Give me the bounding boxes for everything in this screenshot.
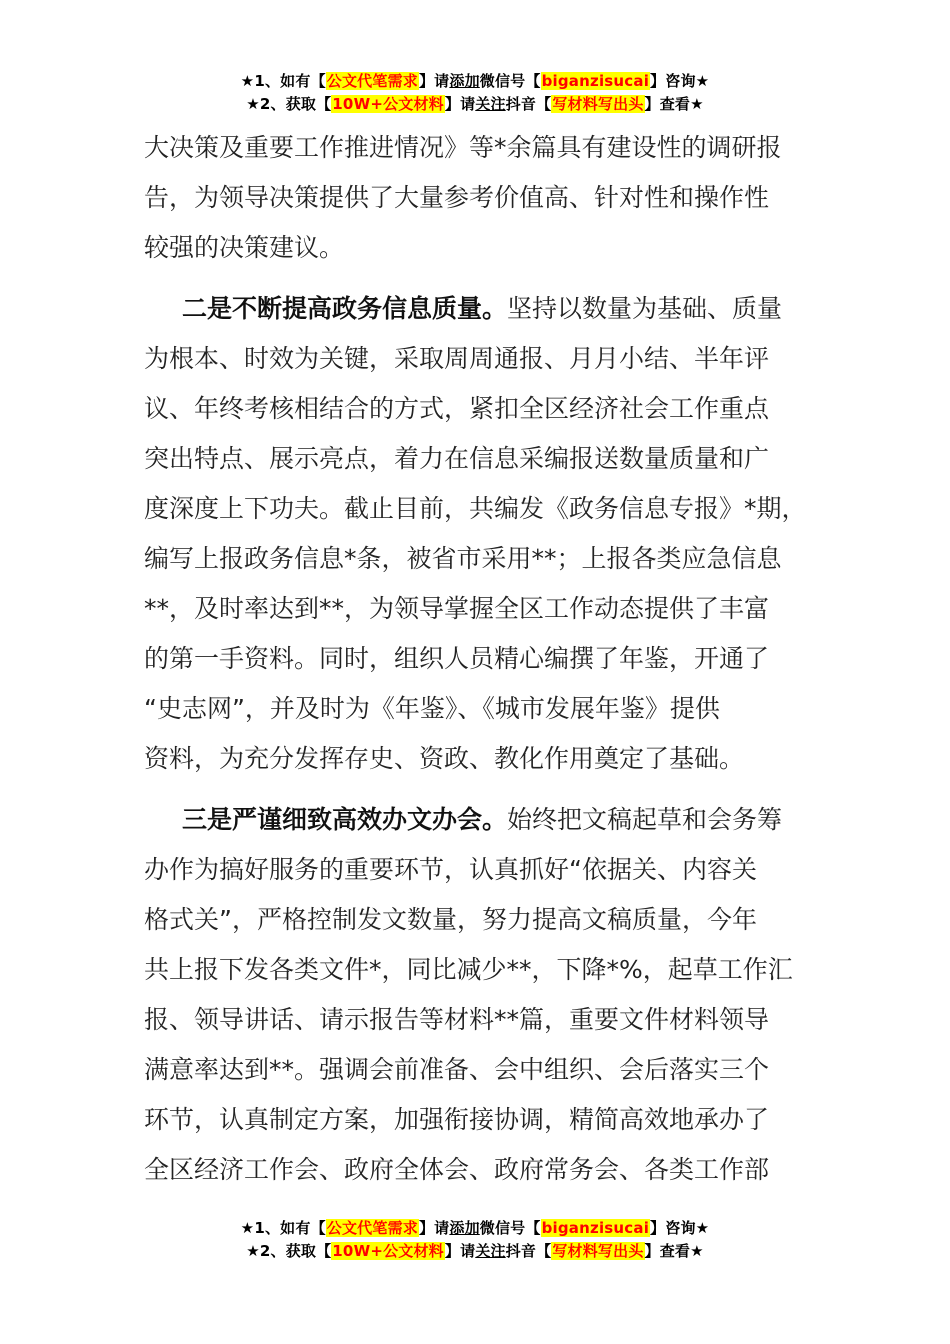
banner-text: 】查看 <box>644 1242 691 1260</box>
star-icon: ★ <box>695 72 710 90</box>
highlight-douyin-account: 写材料写出头 <box>552 1242 644 1260</box>
text-fragment: 坚持以数量为基础、质量 <box>507 294 783 323</box>
highlight-ghostwriting: 公文代笔需求 <box>326 72 418 90</box>
banner-text: 微信号【 <box>479 1219 541 1237</box>
star-icon: ★ <box>690 95 704 113</box>
banner-text: 】请 <box>444 1242 476 1260</box>
footer-banner-line-1 <box>0 1217 950 1240</box>
underlined-add: 添加 <box>449 72 480 90</box>
banner-text: 2、获取【 <box>259 95 332 113</box>
banner-text: 1、如有【 <box>254 1219 326 1237</box>
header-banner-line-2 <box>0 93 950 116</box>
banner-text: 1、如有【 <box>254 72 326 90</box>
paragraph-heading: 二是不断提高政务信息质量。 <box>182 294 508 323</box>
header-banner-line-1 <box>0 70 950 93</box>
banner-text: 】查看 <box>644 95 691 113</box>
highlight-douyin-account: 写材料写出头 <box>552 95 644 113</box>
underlined-follow: 关注 <box>475 1242 506 1260</box>
banner-text: 】请 <box>418 1219 450 1237</box>
banner-text: 抖音【 <box>505 1242 552 1260</box>
document-body <box>144 123 844 1195</box>
star-icon: ★ <box>246 95 260 113</box>
star-icon: ★ <box>246 1242 260 1260</box>
text-line: 环节，认真制定方案，加强衔接协调，精简高效地承办了 <box>144 1105 770 1134</box>
text-line: 议、年终考核相结合的方式，紧扣全区经济社会工作重点 <box>144 394 770 423</box>
highlight-wechat-id: biganzisucai <box>541 72 650 90</box>
star-icon: ★ <box>240 72 255 90</box>
banner-text: 】咨询 <box>650 72 696 90</box>
header-banner <box>0 70 950 116</box>
text-line: 资料，为充分发挥存史、资政、教化作用奠定了基础。 <box>144 744 745 773</box>
highlight-ghostwriting: 公文代笔需求 <box>326 1219 418 1237</box>
text-line: 格式关”，严格控制发文数量，努力提高文稿质量，今年 <box>144 905 757 934</box>
text-line <box>144 284 844 334</box>
text-line: 告，为领导决策提供了大量参考价值高、针对性和操作性 <box>144 183 770 212</box>
text-line: 较强的决策建议。 <box>144 233 345 262</box>
banner-text: 】请 <box>444 95 476 113</box>
text-fragment: 始终把文稿起草和会务筹 <box>507 805 783 834</box>
paragraph-heading: 三是严谨细致高效办文办会。 <box>182 805 508 834</box>
text-line: “史志网”，并及时为《年鉴》、《城市发展年鉴》提供 <box>144 694 720 723</box>
paragraph-government-info <box>144 284 844 784</box>
highlight-materials: 10W+公文材料 <box>332 1242 444 1260</box>
star-icon: ★ <box>240 1219 255 1237</box>
text-line: 突出特点、展示亮点，着力在信息采编报送数量质量和广 <box>144 444 770 473</box>
text-line: 编写上报政务信息*条，被省市采用**；上报各类应急信息 <box>144 544 782 573</box>
text-line: 为根本、时效为关键，采取周周通报、月月小结、半年评 <box>144 344 770 373</box>
star-icon: ★ <box>690 1242 704 1260</box>
banner-text: 2、获取【 <box>259 1242 332 1260</box>
underlined-add: 添加 <box>449 1219 480 1237</box>
text-line: 全区经济工作会、政府全体会、政府常务会、各类工作部 <box>144 1155 770 1184</box>
star-icon: ★ <box>695 1219 710 1237</box>
text-line: 的第一手资料。同时，组织人员精心编撰了年鉴，开通了 <box>144 644 770 673</box>
highlight-wechat-id: biganzisucai <box>541 1219 650 1237</box>
text-line: **，及时率达到**，为领导掌握全区工作动态提供了丰富 <box>144 594 770 623</box>
text-line: 办作为搞好服务的重要环节，认真抓好“依据关、内容关 <box>144 855 757 884</box>
text-line <box>144 795 844 845</box>
text-line: 共上报下发各类文件*，同比减少**，下降*%，起草工作汇 <box>144 955 793 984</box>
paragraph-intro <box>144 123 844 273</box>
banner-text: 】咨询 <box>650 1219 696 1237</box>
underlined-follow: 关注 <box>475 95 506 113</box>
text-line: 满意率达到**。强调会前准备、会中组织、会后落实三个 <box>144 1055 770 1084</box>
banner-text: 微信号【 <box>479 72 541 90</box>
text-line: 度深度上下功夫。截止目前，共编发《政务信息专报》*期， <box>144 494 807 523</box>
banner-text: 】请 <box>418 72 450 90</box>
footer-banner <box>0 1217 950 1263</box>
text-line: 大决策及重要工作推进情况》等*余篇具有建设性的调研报 <box>144 133 782 162</box>
footer-banner-line-2 <box>0 1240 950 1263</box>
paragraph-document-handling <box>144 795 844 1195</box>
text-line: 报、领导讲话、请示报告等材料**篇，重要文件材料领导 <box>144 1005 770 1034</box>
banner-text: 抖音【 <box>505 95 552 113</box>
highlight-materials: 10W+公文材料 <box>332 95 444 113</box>
